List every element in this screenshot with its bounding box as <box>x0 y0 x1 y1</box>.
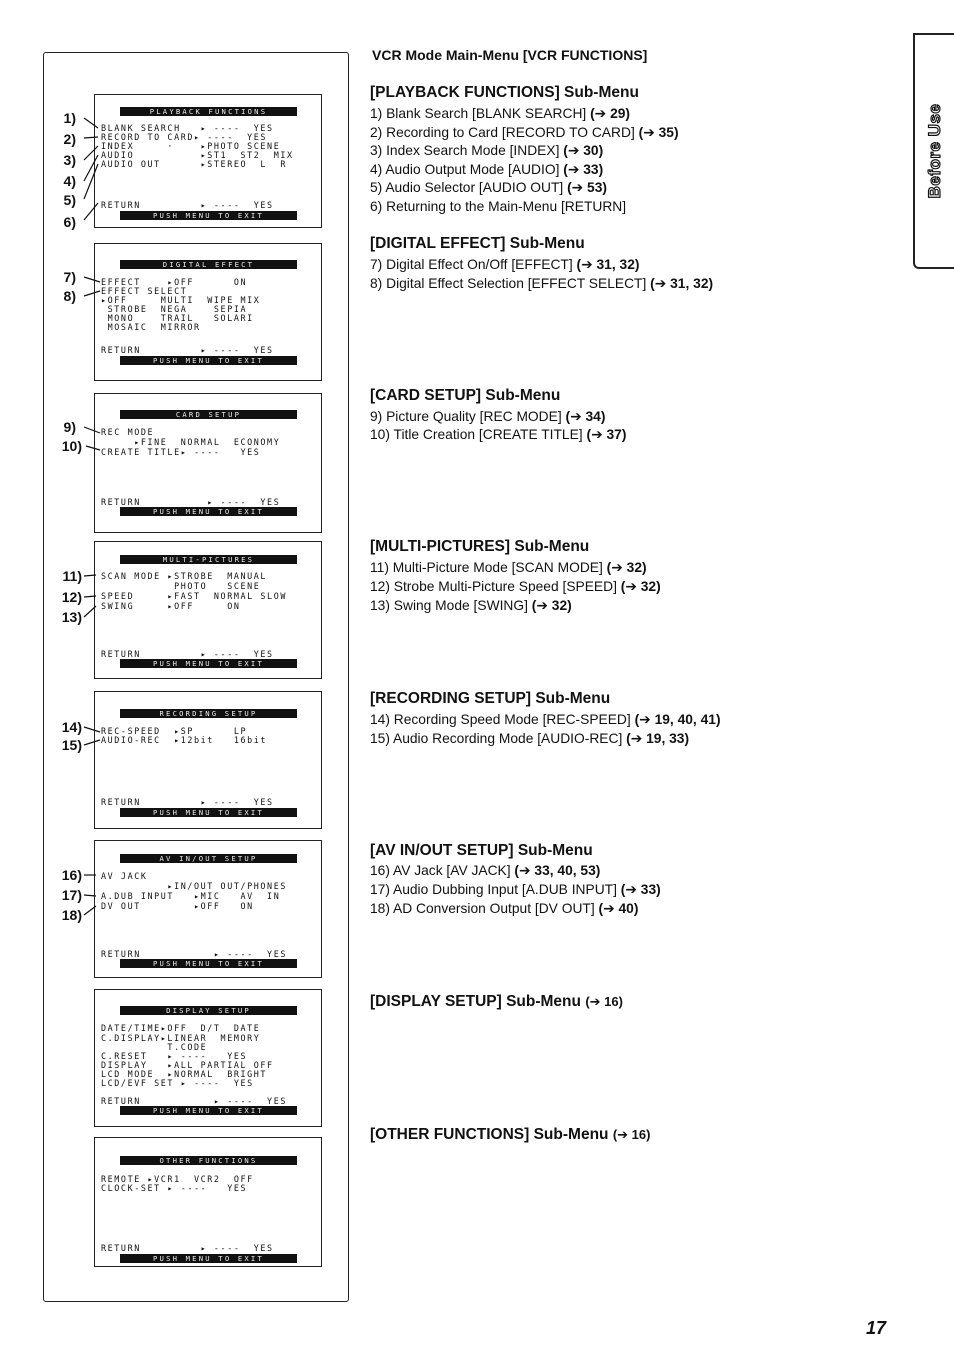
screen-return-line: RETURN ▸ ---- YES <box>101 649 274 659</box>
screen-title-bar: OTHER FUNCTIONS <box>120 1156 297 1165</box>
list-item: 10) Title Creation [CREATE TITLE] (➔ 37) <box>370 427 627 442</box>
callout-number: 7) <box>63 269 76 285</box>
list-item: 14) Recording Speed Mode [REC-SPEED] (➔ 19, 40, 41) <box>370 712 721 727</box>
screen-title-bar: PLAYBACK FUNCTIONS <box>120 107 297 116</box>
leader-line <box>84 118 98 128</box>
screen-return-line: RETURN ▸ ---- YES <box>101 1096 287 1106</box>
screen-exit-bar: PUSH MENU TO EXIT <box>120 659 297 668</box>
screen-exit-bar: PUSH MENU TO EXIT <box>120 356 297 365</box>
list-item: 8) Digital Effect Selection [EFFECT SELECT] (➔ 31, 32) <box>370 276 714 291</box>
leader-line <box>84 137 98 138</box>
screen-title-bar: CARD SETUP <box>120 410 297 419</box>
list-item: 16) AV Jack [AV JACK] (➔ 33, 40, 53) <box>370 863 601 878</box>
list-item: 5) Audio Selector [AUDIO OUT] (➔ 53) <box>370 180 607 195</box>
screen-return-line: RETURN ▸ ---- YES <box>101 949 287 959</box>
screen-title-bar: AV IN/OUT SETUP <box>120 854 297 863</box>
screen-return-line: RETURN ▸ ---- YES <box>101 797 274 807</box>
callout-number: 6) <box>63 214 76 230</box>
list-item: 17) Audio Dubbing Input [A.DUB INPUT] (➔ 33) <box>370 882 661 897</box>
screen-line: SCAN MODE ▸STROBE MANUAL <box>101 571 268 581</box>
list-item: 6) Returning to the Main-Menu [RETURN] <box>370 199 627 214</box>
screen-line: SPEED ▸FAST NORMAL SLOW <box>101 591 287 601</box>
callout-number: 14) <box>61 719 82 735</box>
screen-line: CREATE TITLE▸ ---- YES <box>101 447 261 457</box>
screen-line: ▸FINE NORMAL ECONOMY <box>101 437 281 447</box>
callout-number: 16) <box>61 867 82 883</box>
screen-title-bar: RECORDING SETUP <box>120 709 297 718</box>
screen-line: EFFECT SELECT <box>101 286 188 296</box>
leader-line <box>84 606 96 617</box>
section-title-multi-pictures: [MULTI-PICTURES] Sub-Menu <box>370 538 590 555</box>
screen-line: DISPLAY ▸ALL PARTIAL OFF <box>101 1060 274 1070</box>
section-title-recording-setup: [RECORDING SETUP] Sub-Menu <box>370 690 611 707</box>
callout-number: 15) <box>61 737 82 753</box>
screen-line: REC MODE <box>101 427 155 437</box>
callout-number: 5) <box>63 192 76 208</box>
list-item: 2) Recording to Card [RECORD TO CARD] (➔ 35) <box>370 125 679 140</box>
section-title-av-inout-setup: [AV IN/OUT SETUP] Sub-Menu <box>370 842 593 859</box>
screen-title-bar: DIGITAL EFFECT <box>120 260 297 269</box>
leader-line <box>84 427 100 433</box>
callout-number: 13) <box>61 609 82 625</box>
screen-line: STROBE NEGA SEPIA <box>101 304 248 314</box>
callout-number: 4) <box>63 173 76 189</box>
screen-line: REMOTE ▸VCR1 VCR2 OFF <box>101 1174 254 1184</box>
section-tab-label: Before Use <box>924 103 944 199</box>
callout-number: 17) <box>61 887 82 903</box>
screen-line: A.DUB INPUT ▸MIC AV IN <box>101 891 281 901</box>
leader-line <box>84 596 96 597</box>
section-title-display-setup: [DISPLAY SETUP] Sub-Menu (➔ 16) <box>370 993 623 1010</box>
leader-line <box>84 203 98 220</box>
screen-exit-bar: PUSH MENU TO EXIT <box>120 1254 297 1263</box>
screen-return-line: RETURN ▸ ---- YES <box>101 497 281 507</box>
screen-line: MONO TRAIL SOLARI <box>101 313 254 323</box>
section-title-playback: [PLAYBACK FUNCTIONS] Sub-Menu <box>370 84 639 101</box>
callout-number: 3) <box>63 152 76 168</box>
screen-exit-bar: PUSH MENU TO EXIT <box>120 959 297 968</box>
callout-number: 10) <box>61 438 82 454</box>
screen-line: DATE/TIME▸OFF D/T DATE <box>101 1023 261 1033</box>
leader-line <box>86 446 100 450</box>
callout-number: 18) <box>61 907 82 923</box>
screen-line: REC-SPEED ▸SP LP <box>101 726 248 736</box>
screen-exit-bar: PUSH MENU TO EXIT <box>120 507 297 516</box>
screen-line: BLANK SEARCH ▸ ---- YES <box>101 123 274 133</box>
callout-number: 11) <box>62 568 82 584</box>
list-item: 9) Picture Quality [REC MODE] (➔ 34) <box>370 409 606 424</box>
page-number: 17 <box>866 1318 887 1338</box>
section-title-card-setup: [CARD SETUP] Sub-Menu <box>370 387 561 404</box>
list-item: 12) Strobe Multi-Picture Speed [SPEED] (➔ 32) <box>370 579 661 594</box>
leader-line <box>84 727 100 732</box>
list-item: 1) Blank Search [BLANK SEARCH] (➔ 29) <box>370 106 631 121</box>
screen-line: AUDIO OUT ▸STEREO L R <box>101 159 287 169</box>
list-item: 15) Audio Recording Mode [AUDIO-REC] (➔ 19, 33) <box>370 731 690 746</box>
screen-line: SWING ▸OFF ON <box>101 601 241 611</box>
leader-line <box>84 895 96 896</box>
screen-title-bar: MULTI-PICTURES <box>120 555 297 564</box>
callout-number: 1) <box>63 110 76 126</box>
leader-line <box>84 291 100 296</box>
screen-line: MOSAIC MIRROR <box>101 322 201 332</box>
screen-exit-bar: PUSH MENU TO EXIT <box>120 1106 297 1115</box>
screen-line: RECORD TO CARD▸ ---- YES <box>101 132 268 142</box>
screen-line: C.RESET ▸ ---- YES <box>101 1051 248 1061</box>
screen-line: C.DISPLAY▸LINEAR MEMORY <box>101 1033 261 1043</box>
list-item: 7) Digital Effect On/Off [EFFECT] (➔ 31, 32) <box>370 257 640 272</box>
screen-line: LCD MODE ▸NORMAL BRIGHT <box>101 1069 268 1079</box>
leader-line <box>84 740 100 745</box>
screen-line: CLOCK-SET ▸ ---- YES <box>101 1183 248 1193</box>
section-title-other-functions: [OTHER FUNCTIONS] Sub-Menu (➔ 16) <box>370 1126 651 1143</box>
callout-number: 12) <box>61 589 82 605</box>
screen-line: AUDIO-REC ▸12bit 16bit <box>101 735 268 745</box>
list-item: 3) Index Search Mode [INDEX] (➔ 30) <box>370 143 604 158</box>
screen-return-line: RETURN ▸ ---- YES <box>101 345 274 355</box>
screen-exit-bar: PUSH MENU TO EXIT <box>120 808 297 817</box>
screen-line: EFFECT ▸OFF ON <box>101 277 248 287</box>
screen-line: PHOTO SCENE <box>101 581 261 591</box>
screen-line: AUDIO ▸ST1 ST2 MIX <box>101 150 294 160</box>
screen-title-bar: DISPLAY SETUP <box>120 1006 297 1015</box>
callout-number: 2) <box>63 131 76 147</box>
screen-line: LCD/EVF SET ▸ ---- YES <box>101 1078 254 1088</box>
leader-line <box>84 277 100 282</box>
list-item: 4) Audio Output Mode [AUDIO] (➔ 33) <box>370 162 604 177</box>
list-item: 11) Multi-Picture Mode [SCAN MODE] (➔ 32) <box>370 560 647 575</box>
list-item: 13) Swing Mode [SWING] (➔ 32) <box>370 598 572 613</box>
page-header: VCR Mode Main-Menu [VCR FUNCTIONS] <box>372 47 648 63</box>
screen-return-line: RETURN ▸ ---- YES <box>101 200 274 210</box>
screen-line: AV JACK <box>101 871 148 881</box>
screen-line: ▸OFF MULTI WIPE MIX <box>101 295 261 305</box>
screen-line: T.CODE <box>101 1042 208 1052</box>
section-title-digital-effect: [DIGITAL EFFECT] Sub-Menu <box>370 235 585 252</box>
screen-exit-bar: PUSH MENU TO EXIT <box>120 211 297 220</box>
leader-line <box>84 575 96 576</box>
callout-number: 9) <box>63 419 76 435</box>
list-item: 18) AD Conversion Output [DV OUT] (➔ 40) <box>370 901 639 916</box>
leader-line <box>84 906 96 915</box>
screen-line: INDEX · ▸PHOTO SCENE <box>101 141 281 151</box>
screen-line: ▸IN/OUT OUT/PHONES <box>101 881 287 891</box>
screen-return-line: RETURN ▸ ---- YES <box>101 1243 274 1253</box>
screen-line: DV OUT ▸OFF ON <box>101 901 254 911</box>
callout-number: 8) <box>63 288 76 304</box>
